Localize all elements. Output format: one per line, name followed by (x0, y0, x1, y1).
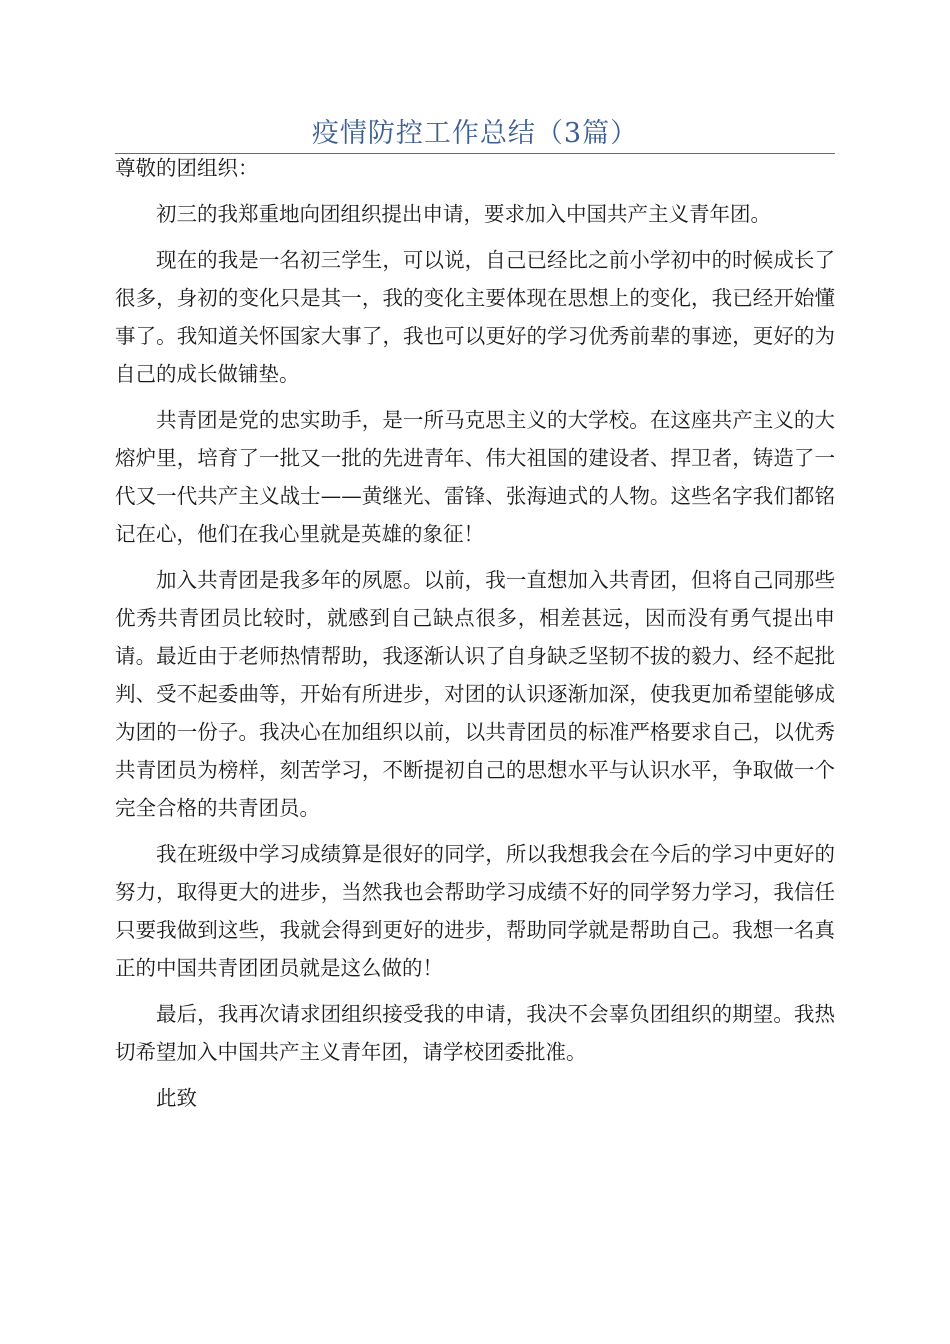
paragraph-5: 我在班级中学习成绩算是很好的同学，所以我想我会在今后的学习中更好的努力，取得更大的进步，当然我也会帮助学习成绩不好的同学努力学习，我信任只要我做到这些，我就会得到更好的进步，帮助同学就是帮助自己。我想一名真正的中国共青团团员就是这么做的！ (115, 842, 835, 980)
paragraph-3: 共青团是党的忠实助手，是一所马克思主义的大学校。在这座共产主义的大熔炉里，培育了一批又一批的先进青年、伟大祖国的建设者、捍卫者，铸造了一代又一代共产主义战士——黄继光、雷锋、张海迪式的人物。这些名字我们都铭记在心，他们在我心里就是英雄的象征！ (115, 408, 835, 546)
salutation: 尊敬的团组织： (115, 156, 259, 180)
document-body (115, 149, 835, 1117)
closing: 此致 (156, 1086, 197, 1110)
paragraph-6: 最后，我再次请求团组织接受我的申请，我决不会辜负团组织的期望。我热切希望加入中国共产主义青年团，请学校团委批准。 (115, 1002, 835, 1064)
paragraph-1: 初三的我郑重地向团组织提出申请，要求加入中国共产主义青年团。 (156, 202, 771, 226)
paragraph-4: 加入共青团是我多年的夙愿。以前，我一直想加入共青团，但将自己同那些优秀共青团员比较时，就感到自己缺点很多，相差甚远，因而没有勇气提出申请。最近由于老师热情帮助，我逐渐认识了自身缺乏坚韧不拔的毅力、经不起批判、受不起委曲等，开始有所进步，对团的认识逐渐加深，使我更加希望能够成为团的一份子。我决心在加组织以前，以共青团员的标准严格要求自己，以优秀共青团员为榜样，刻苦学习，不断提初自己的思想水平与认识水平，争取做一个完全合格的共青团员。 (115, 568, 835, 820)
document-title: 疫情防控工作总结（3篇） (311, 118, 639, 149)
paragraph-2: 现在的我是一名初三学生，可以说，自己已经比之前小学初中的时候成长了很多，身初的变化只是其一，我的变化主要体现在思想上的变化，我已经开始懂事了。我知道关怀国家大事了，我也可以更好的学习优秀前辈的事迹，更好的为自己的成长做铺垫。 (115, 248, 835, 386)
